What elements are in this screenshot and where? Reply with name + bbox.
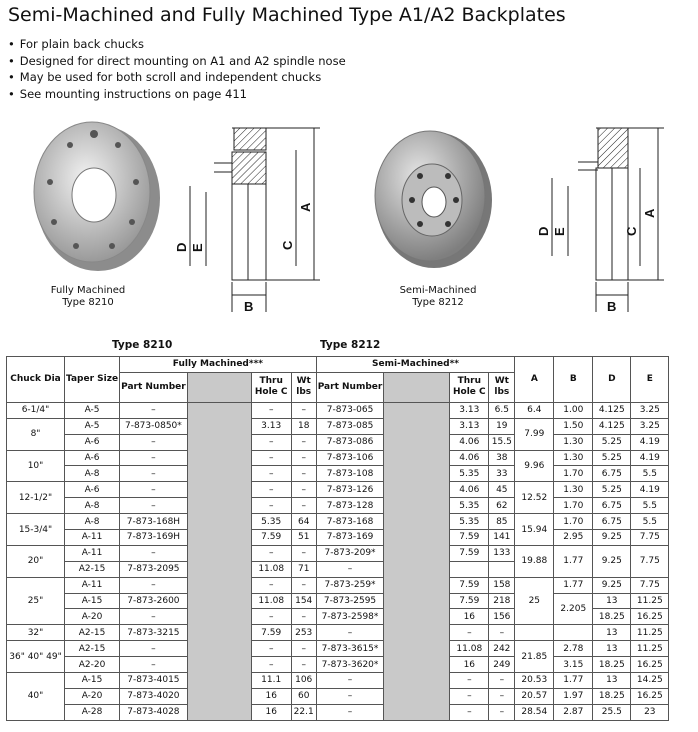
shaded-column-header [187,372,251,402]
d-cell: 5.25 [593,434,631,450]
wt-header: Wt lbs [489,372,515,402]
d-cell: 4.125 [593,402,631,418]
dim-c-label: C [624,226,639,236]
semi-wt-cell: 242 [489,641,515,657]
semi-part-number-cell: – [316,673,384,689]
semi-wt-cell: 38 [489,450,515,466]
taper-size-cell: A2-15 [65,641,120,657]
caption-line: Type 8212 [412,297,464,308]
fully-part-number-cell: 7-873-4015 [120,673,188,689]
table-row [7,688,669,704]
shaded-column-cell [187,402,251,720]
e-cell: 11.25 [631,641,669,657]
taper-size-cell: A-6 [65,450,120,466]
taper-size-cell: A-6 [65,482,120,498]
b-cell: 1.97 [554,688,593,704]
shaded-column-cell [384,402,450,720]
fully-part-number-cell: 7-873-2600 [120,593,188,609]
taper-size-cell: A-11 [65,577,120,593]
semi-wt-cell: – [489,688,515,704]
fully-wt-cell: 106 [291,673,316,689]
semi-thru-hole-cell: 3.13 [450,402,489,418]
b-cell: 1.30 [554,450,593,466]
e-cell: 5.5 [631,514,669,530]
fully-part-number-cell: 7-873-169H [120,530,188,546]
d-cell: 5.25 [593,482,631,498]
b-cell: 1.50 [554,418,593,434]
semi-thru-hole-cell: 4.06 [450,450,489,466]
b-cell: 1.70 [554,498,593,514]
semi-wt-cell: 249 [489,657,515,673]
spec-table-body [7,402,669,720]
fully-part-number-cell: 7-873-3215 [120,625,188,641]
semi-thru-hole-cell [450,561,489,577]
semi-machined-backplate-photo [375,131,492,268]
table-row [7,657,669,673]
semi-part-number-cell: – [316,704,384,720]
semi-part-number-cell: 7-873-106 [316,450,384,466]
semi-wt-cell: 45 [489,482,515,498]
b-cell: 1.77 [554,545,593,577]
wt-header: Wt lbs [291,372,316,402]
fully-part-number-cell: – [120,577,188,593]
e-cell: 16.25 [631,609,669,625]
fully-thru-hole-cell: 16 [251,688,291,704]
fully-part-number-cell: – [120,498,188,514]
a-cell: 25 [515,577,554,625]
semi-wt-cell: 19 [489,418,515,434]
thru-hole-header: Thru Hole C [251,372,291,402]
b-cell: 1.77 [554,673,593,689]
e-cell: 5.5 [631,498,669,514]
semi-thru-hole-cell: 16 [450,657,489,673]
fully-thru-hole-cell: – [251,466,291,482]
semi-thru-hole-cell: 5.35 [450,498,489,514]
semi-wt-cell: – [489,704,515,720]
e-cell: 11.25 [631,625,669,641]
semi-part-number-cell: 7-873-2598* [316,609,384,625]
d-cell: 6.75 [593,514,631,530]
fully-thru-hole-cell: 11.08 [251,593,291,609]
semi-wt-cell: 156 [489,609,515,625]
d-cell: 13 [593,625,631,641]
d-cell: 18.25 [593,657,631,673]
feature-item: • For plain back chucks [8,36,346,53]
e-cell: 23 [631,704,669,720]
backplate-spec-table [6,356,669,721]
fully-thru-hole-cell: 7.59 [251,530,291,546]
fully-part-number-cell: – [120,434,188,450]
fully-thru-hole-cell: – [251,450,291,466]
fully-thru-hole-cell: – [251,657,291,673]
fully-wt-cell: – [291,450,316,466]
e-cell: 5.5 [631,466,669,482]
table-row [7,673,669,689]
taper-size-cell: A-15 [65,593,120,609]
type-8210-label: Type 8210 [112,339,173,351]
semi-wt-cell: 62 [489,498,515,514]
page-title: Semi-Machined and Fully Machined Type A1/A2 Backplates [8,4,566,26]
fully-wt-cell: 71 [291,561,316,577]
semi-wt-cell: 158 [489,577,515,593]
fully-wt-cell: – [291,641,316,657]
d-header: D [593,357,631,403]
fully-wt-cell: – [291,466,316,482]
semi-thru-hole-cell: 7.59 [450,593,489,609]
caption-line: Fully Machined [50,285,126,296]
e-cell: 7.75 [631,530,669,546]
semi-thru-hole-cell: – [450,688,489,704]
dim-c-label: C [280,240,295,250]
semi-thru-hole-cell: 7.59 [450,545,489,561]
semi-wt-cell: 6.5 [489,402,515,418]
b-cell: 2.95 [554,530,593,546]
dim-b-label: B [607,299,617,314]
fully-thru-hole-cell: 3.13 [251,418,291,434]
fully-wt-cell: 18 [291,418,316,434]
e-cell: 3.25 [631,402,669,418]
dim-e-label: E [190,243,205,252]
semi-thru-hole-cell: 16 [450,609,489,625]
chuck-dia-cell: 6-1/4" [7,402,65,418]
semi-part-number-cell: 7-873-169 [316,530,384,546]
semi-part-number-cell: 7-873-126 [316,482,384,498]
thru-hole-header: Thru Hole C [450,372,489,402]
fully-wt-cell: 22.1 [291,704,316,720]
semi-wt-cell: – [489,625,515,641]
b-cell: 3.15 [554,657,593,673]
chuck-dia-cell: 12-1/2" [7,482,65,514]
d-cell: 6.75 [593,466,631,482]
fully-wt-cell: – [291,434,316,450]
e-cell: 4.19 [631,450,669,466]
d-cell: 9.25 [593,530,631,546]
caption-line: Semi-Machined [399,285,477,296]
semi-part-number-cell: 7-873-085 [316,418,384,434]
semi-machined-caption [398,285,478,309]
fully-thru-hole-cell: 11.1 [251,673,291,689]
d-cell: 4.125 [593,418,631,434]
e-cell: 16.25 [631,688,669,704]
d-cell: 13 [593,593,631,609]
table-row [7,530,669,546]
a-cell [515,625,554,641]
semi-part-number-cell: 7-873-128 [316,498,384,514]
fully-thru-hole-cell: 5.35 [251,514,291,530]
chuck-dia-cell: 10" [7,450,65,482]
fully-wt-cell: – [291,498,316,514]
chuck-dia-cell: 36" 40" 49" [7,641,65,673]
b-cell: 1.70 [554,514,593,530]
taper-size-cell: A2-20 [65,657,120,673]
fully-part-number-cell: – [120,609,188,625]
dim-d-label: D [174,242,189,252]
b-cell: 2.78 [554,641,593,657]
fully-wt-cell: – [291,577,316,593]
taper-size-cell: A-5 [65,418,120,434]
d-cell: 13 [593,641,631,657]
d-cell: 6.75 [593,498,631,514]
fully-part-number-cell: 7-873-4028 [120,704,188,720]
a-cell: 12.52 [515,482,554,514]
semi-wt-cell: 141 [489,530,515,546]
table-row [7,593,669,609]
a-cell: 21.85 [515,641,554,673]
fully-machined-section-diagram [190,128,320,312]
taper-size-cell: A-6 [65,434,120,450]
b-cell: 1.30 [554,434,593,450]
fully-thru-hole-cell: – [251,545,291,561]
table-row [7,641,669,657]
semi-wt-cell: – [489,673,515,689]
table-row [7,498,669,514]
semi-machined-header: Semi-Machined** [316,357,515,373]
fully-wt-cell: 51 [291,530,316,546]
e-header: E [631,357,669,403]
fully-thru-hole-cell: 7.59 [251,625,291,641]
semi-wt-cell: 133 [489,545,515,561]
semi-part-number-cell: 7-873-168 [316,514,384,530]
fully-thru-hole-cell: – [251,402,291,418]
semi-wt-cell: 15.5 [489,434,515,450]
chuck-dia-cell: 20" [7,545,65,577]
fully-thru-hole-cell: 11.08 [251,561,291,577]
taper-size-cell: A-28 [65,704,120,720]
chuck-dia-header: Chuck Dia [7,357,65,403]
fully-part-number-cell: – [120,545,188,561]
dim-d-label: D [536,226,551,236]
fully-wt-cell: 253 [291,625,316,641]
fully-wt-cell: – [291,545,316,561]
table-row [7,482,669,498]
fully-thru-hole-cell: – [251,482,291,498]
fully-machined-backplate-photo [34,122,160,271]
semi-thru-hole-cell: – [450,704,489,720]
table-row [7,466,669,482]
semi-thru-hole-cell: 5.35 [450,466,489,482]
dim-a-label: A [298,202,313,212]
fully-thru-hole-cell: – [251,641,291,657]
fully-part-number-cell: 7-873-168H [120,514,188,530]
taper-size-cell: A-20 [65,688,120,704]
a-cell: 15.94 [515,514,554,546]
fully-wt-cell: 154 [291,593,316,609]
b-cell: 1.77 [554,577,593,593]
fully-thru-hole-cell: – [251,434,291,450]
table-row [7,704,669,720]
taper-size-cell: A-8 [65,498,120,514]
dim-e-label: E [552,227,567,236]
dim-a-label: A [642,208,657,218]
a-cell: 28.54 [515,704,554,720]
table-row [7,418,669,434]
fully-wt-cell: – [291,482,316,498]
chuck-dia-cell: 15-3/4" [7,514,65,546]
chuck-dia-cell: 40" [7,673,65,721]
fully-machined-header: Fully Machined*** [120,357,317,373]
shaded-column-header [384,372,450,402]
semi-part-number-cell: – [316,561,384,577]
fully-thru-hole-cell: 16 [251,704,291,720]
e-cell: 16.25 [631,657,669,673]
fully-wt-cell: – [291,402,316,418]
fully-thru-hole-cell: – [251,609,291,625]
semi-thru-hole-cell: 7.59 [450,577,489,593]
d-cell: 5.25 [593,450,631,466]
table-row [7,514,669,530]
d-cell: 9.25 [593,545,631,577]
fully-part-number-cell: – [120,657,188,673]
semi-part-number-cell: 7-873-209* [316,545,384,561]
semi-part-number-cell: 7-873-2595 [316,593,384,609]
fully-part-number-cell: – [120,641,188,657]
semi-part-number-cell: 7-873-3620* [316,657,384,673]
semi-thru-hole-cell: 3.13 [450,418,489,434]
chuck-dia-cell: 32" [7,625,65,641]
fully-part-number-cell: 7-873-0850* [120,418,188,434]
fully-wt-cell: 60 [291,688,316,704]
fully-part-number-cell: – [120,402,188,418]
semi-part-number-cell: 7-873-3615* [316,641,384,657]
fully-thru-hole-cell: – [251,498,291,514]
a-cell: 20.57 [515,688,554,704]
semi-thru-hole-cell: 7.59 [450,530,489,546]
semi-wt-cell: 218 [489,593,515,609]
a-cell: 7.99 [515,418,554,450]
b-cell: 1.00 [554,402,593,418]
e-cell: 7.75 [631,577,669,593]
taper-size-cell: A2-15 [65,625,120,641]
e-cell: 14.25 [631,673,669,689]
semi-part-number-cell: 7-873-259* [316,577,384,593]
semi-part-number-cell: 7-873-086 [316,434,384,450]
chuck-dia-cell: 8" [7,418,65,450]
feature-item: • May be used for both scroll and independent chucks [8,69,346,86]
taper-size-header: Taper Size [65,357,120,403]
semi-thru-hole-cell: 4.06 [450,434,489,450]
semi-machined-section-diagram [552,128,664,312]
b-cell: 1.30 [554,482,593,498]
fully-wt-cell: – [291,657,316,673]
fully-part-number-cell: – [120,466,188,482]
b-cell: 1.70 [554,466,593,482]
semi-part-number-cell: 7-873-065 [316,402,384,418]
a-cell: 19.88 [515,545,554,577]
table-row [7,545,669,561]
e-cell: 11.25 [631,593,669,609]
feature-item: • See mounting instructions on page 411 [8,86,346,103]
d-cell: 18.25 [593,609,631,625]
semi-thru-hole-cell: – [450,673,489,689]
b-header: B [554,357,593,403]
semi-thru-hole-cell: – [450,625,489,641]
table-row [7,450,669,466]
a-header: A [515,357,554,403]
part-number-header: Part Number [120,372,188,402]
d-cell: 18.25 [593,688,631,704]
feature-item: • Designed for direct mounting on A1 and A2 spindle nose [8,53,346,70]
semi-thru-hole-cell: 4.06 [450,482,489,498]
fully-part-number-cell: – [120,482,188,498]
taper-size-cell: A-20 [65,609,120,625]
d-cell: 25.5 [593,704,631,720]
taper-size-cell: A-5 [65,402,120,418]
taper-size-cell: A-11 [65,530,120,546]
e-cell: 7.75 [631,545,669,577]
semi-wt-cell: 33 [489,466,515,482]
type-8212-label: Type 8212 [320,339,381,351]
b-cell: 2.205 [554,593,593,625]
table-row [7,402,669,418]
semi-wt-cell [489,561,515,577]
semi-part-number-cell: – [316,688,384,704]
d-cell: 13 [593,673,631,689]
fully-part-number-cell: 7-873-4020 [120,688,188,704]
taper-size-cell: A-8 [65,514,120,530]
a-cell: 20.53 [515,673,554,689]
fully-machined-caption [48,285,128,309]
taper-size-cell: A-11 [65,545,120,561]
taper-size-cell: A2-15 [65,561,120,577]
table-row [7,577,669,593]
b-cell [554,625,593,641]
chuck-dia-cell: 25" [7,577,65,625]
semi-thru-hole-cell: 11.08 [450,641,489,657]
table-row [7,434,669,450]
table-row [7,625,669,641]
semi-thru-hole-cell: 5.35 [450,514,489,530]
a-cell: 9.96 [515,450,554,482]
caption-line: Type 8210 [62,297,114,308]
semi-part-number-cell: – [316,625,384,641]
fully-wt-cell: 64 [291,514,316,530]
dim-b-label: B [244,299,254,314]
b-cell: 2.87 [554,704,593,720]
e-cell: 4.19 [631,482,669,498]
fully-part-number-cell: – [120,450,188,466]
part-number-header: Part Number [316,372,384,402]
e-cell: 3.25 [631,418,669,434]
taper-size-cell: A-15 [65,673,120,689]
d-cell: 9.25 [593,577,631,593]
fully-wt-cell: – [291,609,316,625]
e-cell: 4.19 [631,434,669,450]
semi-part-number-cell: 7-873-108 [316,466,384,482]
fully-part-number-cell: 7-873-2095 [120,561,188,577]
fully-thru-hole-cell: – [251,577,291,593]
a-cell: 6.4 [515,402,554,418]
semi-wt-cell: 85 [489,514,515,530]
taper-size-cell: A-8 [65,466,120,482]
